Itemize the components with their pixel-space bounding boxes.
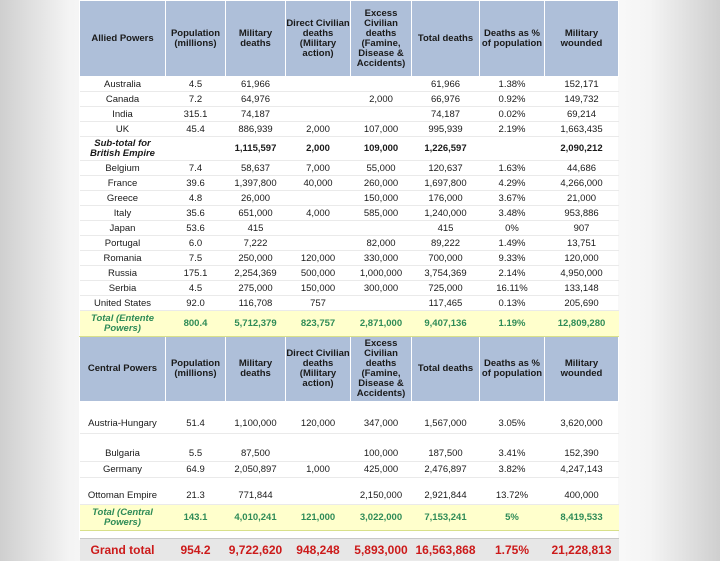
total-deaths-cell: 7,153,241: [412, 505, 480, 531]
direct-civilian-cell: 7,000: [286, 161, 351, 176]
country-name: Austria-Hungary: [80, 414, 166, 434]
total-deaths-cell: 187,500: [412, 446, 480, 462]
wounded-cell: 4,247,143: [545, 462, 619, 478]
entente-total-label: Total (Entente Powers): [80, 311, 166, 337]
table-row: [80, 462, 619, 478]
military-deaths-cell: 26,000: [226, 191, 286, 206]
population-cell: 800.4: [166, 311, 226, 337]
country-name: India: [80, 107, 166, 122]
casualty-table-sheet: [79, 0, 618, 557]
wounded-cell: 8,419,533: [545, 505, 619, 531]
country-name: Serbia: [80, 281, 166, 296]
population-cell: 4.5: [166, 77, 226, 92]
military-deaths-cell: 87,500: [226, 446, 286, 462]
header-direct-civilian-deaths: Direct Civilian deaths (Military action): [286, 1, 351, 77]
excess-civilian-cell: 100,000: [351, 446, 412, 462]
grand-total-label: Grand total: [80, 539, 166, 561]
population-cell: 7.4: [166, 161, 226, 176]
population-cell: 6.0: [166, 236, 226, 251]
population-cell: 39.6: [166, 176, 226, 191]
total-deaths-cell: 61,966: [412, 77, 480, 92]
total-deaths-cell: 2,476,897: [412, 462, 480, 478]
table-row: [80, 161, 619, 176]
total-deaths-cell: 66,976: [412, 92, 480, 107]
wounded-cell: 4,266,000: [545, 176, 619, 191]
total-deaths-cell: 1,226,597: [412, 137, 480, 161]
table-row: [80, 107, 619, 122]
percent-cell: [480, 137, 545, 161]
country-name: Ottoman Empire: [80, 488, 166, 505]
table-row: [80, 251, 619, 266]
direct-civilian-cell: [286, 77, 351, 92]
header-military-wounded: Military wounded: [545, 337, 619, 402]
wounded-cell: 21,228,813: [545, 539, 619, 561]
population-cell: 35.6: [166, 206, 226, 221]
military-deaths-cell: 2,254,369: [226, 266, 286, 281]
excess-civilian-cell: 300,000: [351, 281, 412, 296]
table-row: [80, 221, 619, 236]
central-total-row: [80, 505, 619, 531]
percent-cell: 3.48%: [480, 206, 545, 221]
spacer-row: [80, 402, 619, 414]
direct-civilian-cell: 120,000: [286, 251, 351, 266]
military-deaths-cell: 61,966: [226, 77, 286, 92]
header-deaths-percent: Deaths as % of population: [480, 337, 545, 402]
population-cell: 53.6: [166, 221, 226, 236]
wounded-cell: 12,809,280: [545, 311, 619, 337]
direct-civilian-cell: 121,000: [286, 505, 351, 531]
population-cell: 954.2: [166, 539, 226, 561]
grand-total-row: [80, 539, 619, 561]
table-row: [80, 488, 619, 505]
country-name: United States: [80, 296, 166, 311]
header-population: Population (millions): [166, 337, 226, 402]
table-row: [80, 296, 619, 311]
population-cell: 64.9: [166, 462, 226, 478]
wounded-cell: 69,214: [545, 107, 619, 122]
percent-cell: 5%: [480, 505, 545, 531]
excess-civilian-cell: [351, 221, 412, 236]
wounded-cell: 3,620,000: [545, 414, 619, 434]
allied-header-row: [80, 1, 619, 77]
total-deaths-cell: 1,240,000: [412, 206, 480, 221]
header-excess-civilian-deaths: Excess Civilian deaths (Famine, Disease & Accidents): [351, 1, 412, 77]
percent-cell: 1.19%: [480, 311, 545, 337]
excess-civilian-cell: 260,000: [351, 176, 412, 191]
direct-civilian-cell: [286, 221, 351, 236]
military-deaths-cell: 651,000: [226, 206, 286, 221]
direct-civilian-cell: 150,000: [286, 281, 351, 296]
population-cell: 143.1: [166, 505, 226, 531]
population-cell: 92.0: [166, 296, 226, 311]
direct-civilian-cell: 823,757: [286, 311, 351, 337]
wounded-cell: 152,390: [545, 446, 619, 462]
excess-civilian-cell: 109,000: [351, 137, 412, 161]
central-total-label: Total (Central Powers): [80, 505, 166, 531]
wounded-cell: 13,751: [545, 236, 619, 251]
allied-powers-heading: Allied Powers: [80, 1, 166, 77]
country-name: Portugal: [80, 236, 166, 251]
table-row: [80, 206, 619, 221]
header-excess-civilian-deaths: Excess Civilian deaths (Famine, Disease & Accidents): [351, 337, 412, 402]
header-total-deaths: Total deaths: [412, 1, 480, 77]
total-deaths-cell: 700,000: [412, 251, 480, 266]
central-powers-heading: Central Powers: [80, 337, 166, 402]
percent-cell: 1.75%: [480, 539, 545, 561]
population-cell: 7.2: [166, 92, 226, 107]
percent-cell: 3.67%: [480, 191, 545, 206]
wounded-cell: 44,686: [545, 161, 619, 176]
table-row: [80, 191, 619, 206]
direct-civilian-cell: 4,000: [286, 206, 351, 221]
header-deaths-percent: Deaths as % of population: [480, 1, 545, 77]
military-deaths-cell: 1,397,800: [226, 176, 286, 191]
spacer-row: [80, 531, 619, 539]
percent-cell: 3.82%: [480, 462, 545, 478]
excess-civilian-cell: 347,000: [351, 414, 412, 434]
military-deaths-cell: 771,844: [226, 488, 286, 505]
excess-civilian-cell: [351, 107, 412, 122]
subtotal-row: [80, 137, 619, 161]
country-name: Russia: [80, 266, 166, 281]
military-deaths-cell: 9,722,620: [226, 539, 286, 561]
excess-civilian-cell: 2,871,000: [351, 311, 412, 337]
direct-civilian-cell: [286, 488, 351, 505]
total-deaths-cell: 176,000: [412, 191, 480, 206]
direct-civilian-cell: 2,000: [286, 122, 351, 137]
population-cell: 21.3: [166, 488, 226, 505]
percent-cell: 9.33%: [480, 251, 545, 266]
excess-civilian-cell: 1,000,000: [351, 266, 412, 281]
military-deaths-cell: 1,115,597: [226, 137, 286, 161]
percent-cell: 0%: [480, 221, 545, 236]
spacer-row: [80, 434, 619, 446]
wounded-cell: 4,950,000: [545, 266, 619, 281]
table-row: [80, 77, 619, 92]
wounded-cell: 205,690: [545, 296, 619, 311]
military-deaths-cell: 7,222: [226, 236, 286, 251]
total-deaths-cell: 725,000: [412, 281, 480, 296]
military-deaths-cell: 64,976: [226, 92, 286, 107]
population-cell: 45.4: [166, 122, 226, 137]
wounded-cell: 21,000: [545, 191, 619, 206]
table-row: [80, 236, 619, 251]
percent-cell: 1.38%: [480, 77, 545, 92]
percent-cell: 0.92%: [480, 92, 545, 107]
military-deaths-cell: 886,939: [226, 122, 286, 137]
military-deaths-cell: 58,637: [226, 161, 286, 176]
header-direct-civilian-deaths: Direct Civilian deaths (Military action): [286, 337, 351, 402]
direct-civilian-cell: [286, 446, 351, 462]
excess-civilian-cell: 2,150,000: [351, 488, 412, 505]
excess-civilian-cell: 55,000: [351, 161, 412, 176]
excess-civilian-cell: 330,000: [351, 251, 412, 266]
excess-civilian-cell: [351, 77, 412, 92]
military-deaths-cell: 116,708: [226, 296, 286, 311]
direct-civilian-cell: [286, 107, 351, 122]
military-deaths-cell: 275,000: [226, 281, 286, 296]
header-military-deaths: Military deaths: [226, 337, 286, 402]
country-name: Australia: [80, 77, 166, 92]
wounded-cell: 149,732: [545, 92, 619, 107]
country-name: France: [80, 176, 166, 191]
country-name: UK: [80, 122, 166, 137]
total-deaths-cell: 2,921,844: [412, 488, 480, 505]
header-population: Population (millions): [166, 1, 226, 77]
excess-civilian-cell: [351, 296, 412, 311]
percent-cell: 4.29%: [480, 176, 545, 191]
percent-cell: 13.72%: [480, 488, 545, 505]
spacer-row: [80, 478, 619, 488]
country-name: Canada: [80, 92, 166, 107]
header-total-deaths: Total deaths: [412, 337, 480, 402]
total-deaths-cell: 995,939: [412, 122, 480, 137]
population-cell: 315.1: [166, 107, 226, 122]
military-deaths-cell: 4,010,241: [226, 505, 286, 531]
table-row: [80, 446, 619, 462]
header-military-wounded: Military wounded: [545, 1, 619, 77]
total-deaths-cell: 1,567,000: [412, 414, 480, 434]
excess-civilian-cell: 2,000: [351, 92, 412, 107]
excess-civilian-cell: 5,893,000: [351, 539, 412, 561]
wounded-cell: 953,886: [545, 206, 619, 221]
direct-civilian-cell: [286, 236, 351, 251]
population-cell: 175.1: [166, 266, 226, 281]
direct-civilian-cell: 757: [286, 296, 351, 311]
total-deaths-cell: 3,754,369: [412, 266, 480, 281]
header-military-deaths: Military deaths: [226, 1, 286, 77]
total-deaths-cell: 16,563,868: [412, 539, 480, 561]
direct-civilian-cell: [286, 92, 351, 107]
population-cell: 5.5: [166, 446, 226, 462]
direct-civilian-cell: [286, 191, 351, 206]
excess-civilian-cell: 82,000: [351, 236, 412, 251]
country-name: Italy: [80, 206, 166, 221]
excess-civilian-cell: 150,000: [351, 191, 412, 206]
direct-civilian-cell: 2,000: [286, 137, 351, 161]
subtotal-label: Sub-total for British Empire: [80, 137, 166, 161]
excess-civilian-cell: 585,000: [351, 206, 412, 221]
percent-cell: 1.63%: [480, 161, 545, 176]
percent-cell: 3.41%: [480, 446, 545, 462]
military-deaths-cell: 415: [226, 221, 286, 236]
total-deaths-cell: 1,697,800: [412, 176, 480, 191]
wounded-cell: 133,148: [545, 281, 619, 296]
total-deaths-cell: 415: [412, 221, 480, 236]
military-deaths-cell: 2,050,897: [226, 462, 286, 478]
total-deaths-cell: 120,637: [412, 161, 480, 176]
percent-cell: 2.14%: [480, 266, 545, 281]
ww1-casualties-table: [79, 0, 619, 561]
military-deaths-cell: 1,100,000: [226, 414, 286, 434]
central-header-row: [80, 337, 619, 402]
percent-cell: 0.02%: [480, 107, 545, 122]
excess-civilian-cell: 3,022,000: [351, 505, 412, 531]
direct-civilian-cell: 40,000: [286, 176, 351, 191]
total-deaths-cell: 89,222: [412, 236, 480, 251]
country-name: Germany: [80, 462, 166, 478]
population-cell: 51.4: [166, 414, 226, 434]
direct-civilian-cell: 1,000: [286, 462, 351, 478]
percent-cell: 3.05%: [480, 414, 545, 434]
table-row: [80, 122, 619, 137]
direct-civilian-cell: 120,000: [286, 414, 351, 434]
table-row: [80, 266, 619, 281]
country-name: Belgium: [80, 161, 166, 176]
population-cell: 7.5: [166, 251, 226, 266]
country-name: Greece: [80, 191, 166, 206]
excess-civilian-cell: 425,000: [351, 462, 412, 478]
direct-civilian-cell: 500,000: [286, 266, 351, 281]
total-deaths-cell: 9,407,136: [412, 311, 480, 337]
wounded-cell: 400,000: [545, 488, 619, 505]
country-name: Bulgaria: [80, 446, 166, 462]
total-deaths-cell: 74,187: [412, 107, 480, 122]
population-cell: 4.5: [166, 281, 226, 296]
wounded-cell: 120,000: [545, 251, 619, 266]
excess-civilian-cell: 107,000: [351, 122, 412, 137]
country-name: Japan: [80, 221, 166, 236]
percent-cell: 1.49%: [480, 236, 545, 251]
table-row: [80, 92, 619, 107]
table-row: [80, 176, 619, 191]
direct-civilian-cell: 948,248: [286, 539, 351, 561]
entente-total-row: [80, 311, 619, 337]
population-cell: 4.8: [166, 191, 226, 206]
table-row: [80, 281, 619, 296]
country-name: Romania: [80, 251, 166, 266]
wounded-cell: 2,090,212: [545, 137, 619, 161]
military-deaths-cell: 5,712,379: [226, 311, 286, 337]
total-deaths-cell: 117,465: [412, 296, 480, 311]
table-row: [80, 414, 619, 434]
wounded-cell: 1,663,435: [545, 122, 619, 137]
percent-cell: 0.13%: [480, 296, 545, 311]
population-cell: [166, 137, 226, 161]
military-deaths-cell: 74,187: [226, 107, 286, 122]
percent-cell: 16.11%: [480, 281, 545, 296]
percent-cell: 2.19%: [480, 122, 545, 137]
wounded-cell: 152,171: [545, 77, 619, 92]
wounded-cell: 907: [545, 221, 619, 236]
military-deaths-cell: 250,000: [226, 251, 286, 266]
